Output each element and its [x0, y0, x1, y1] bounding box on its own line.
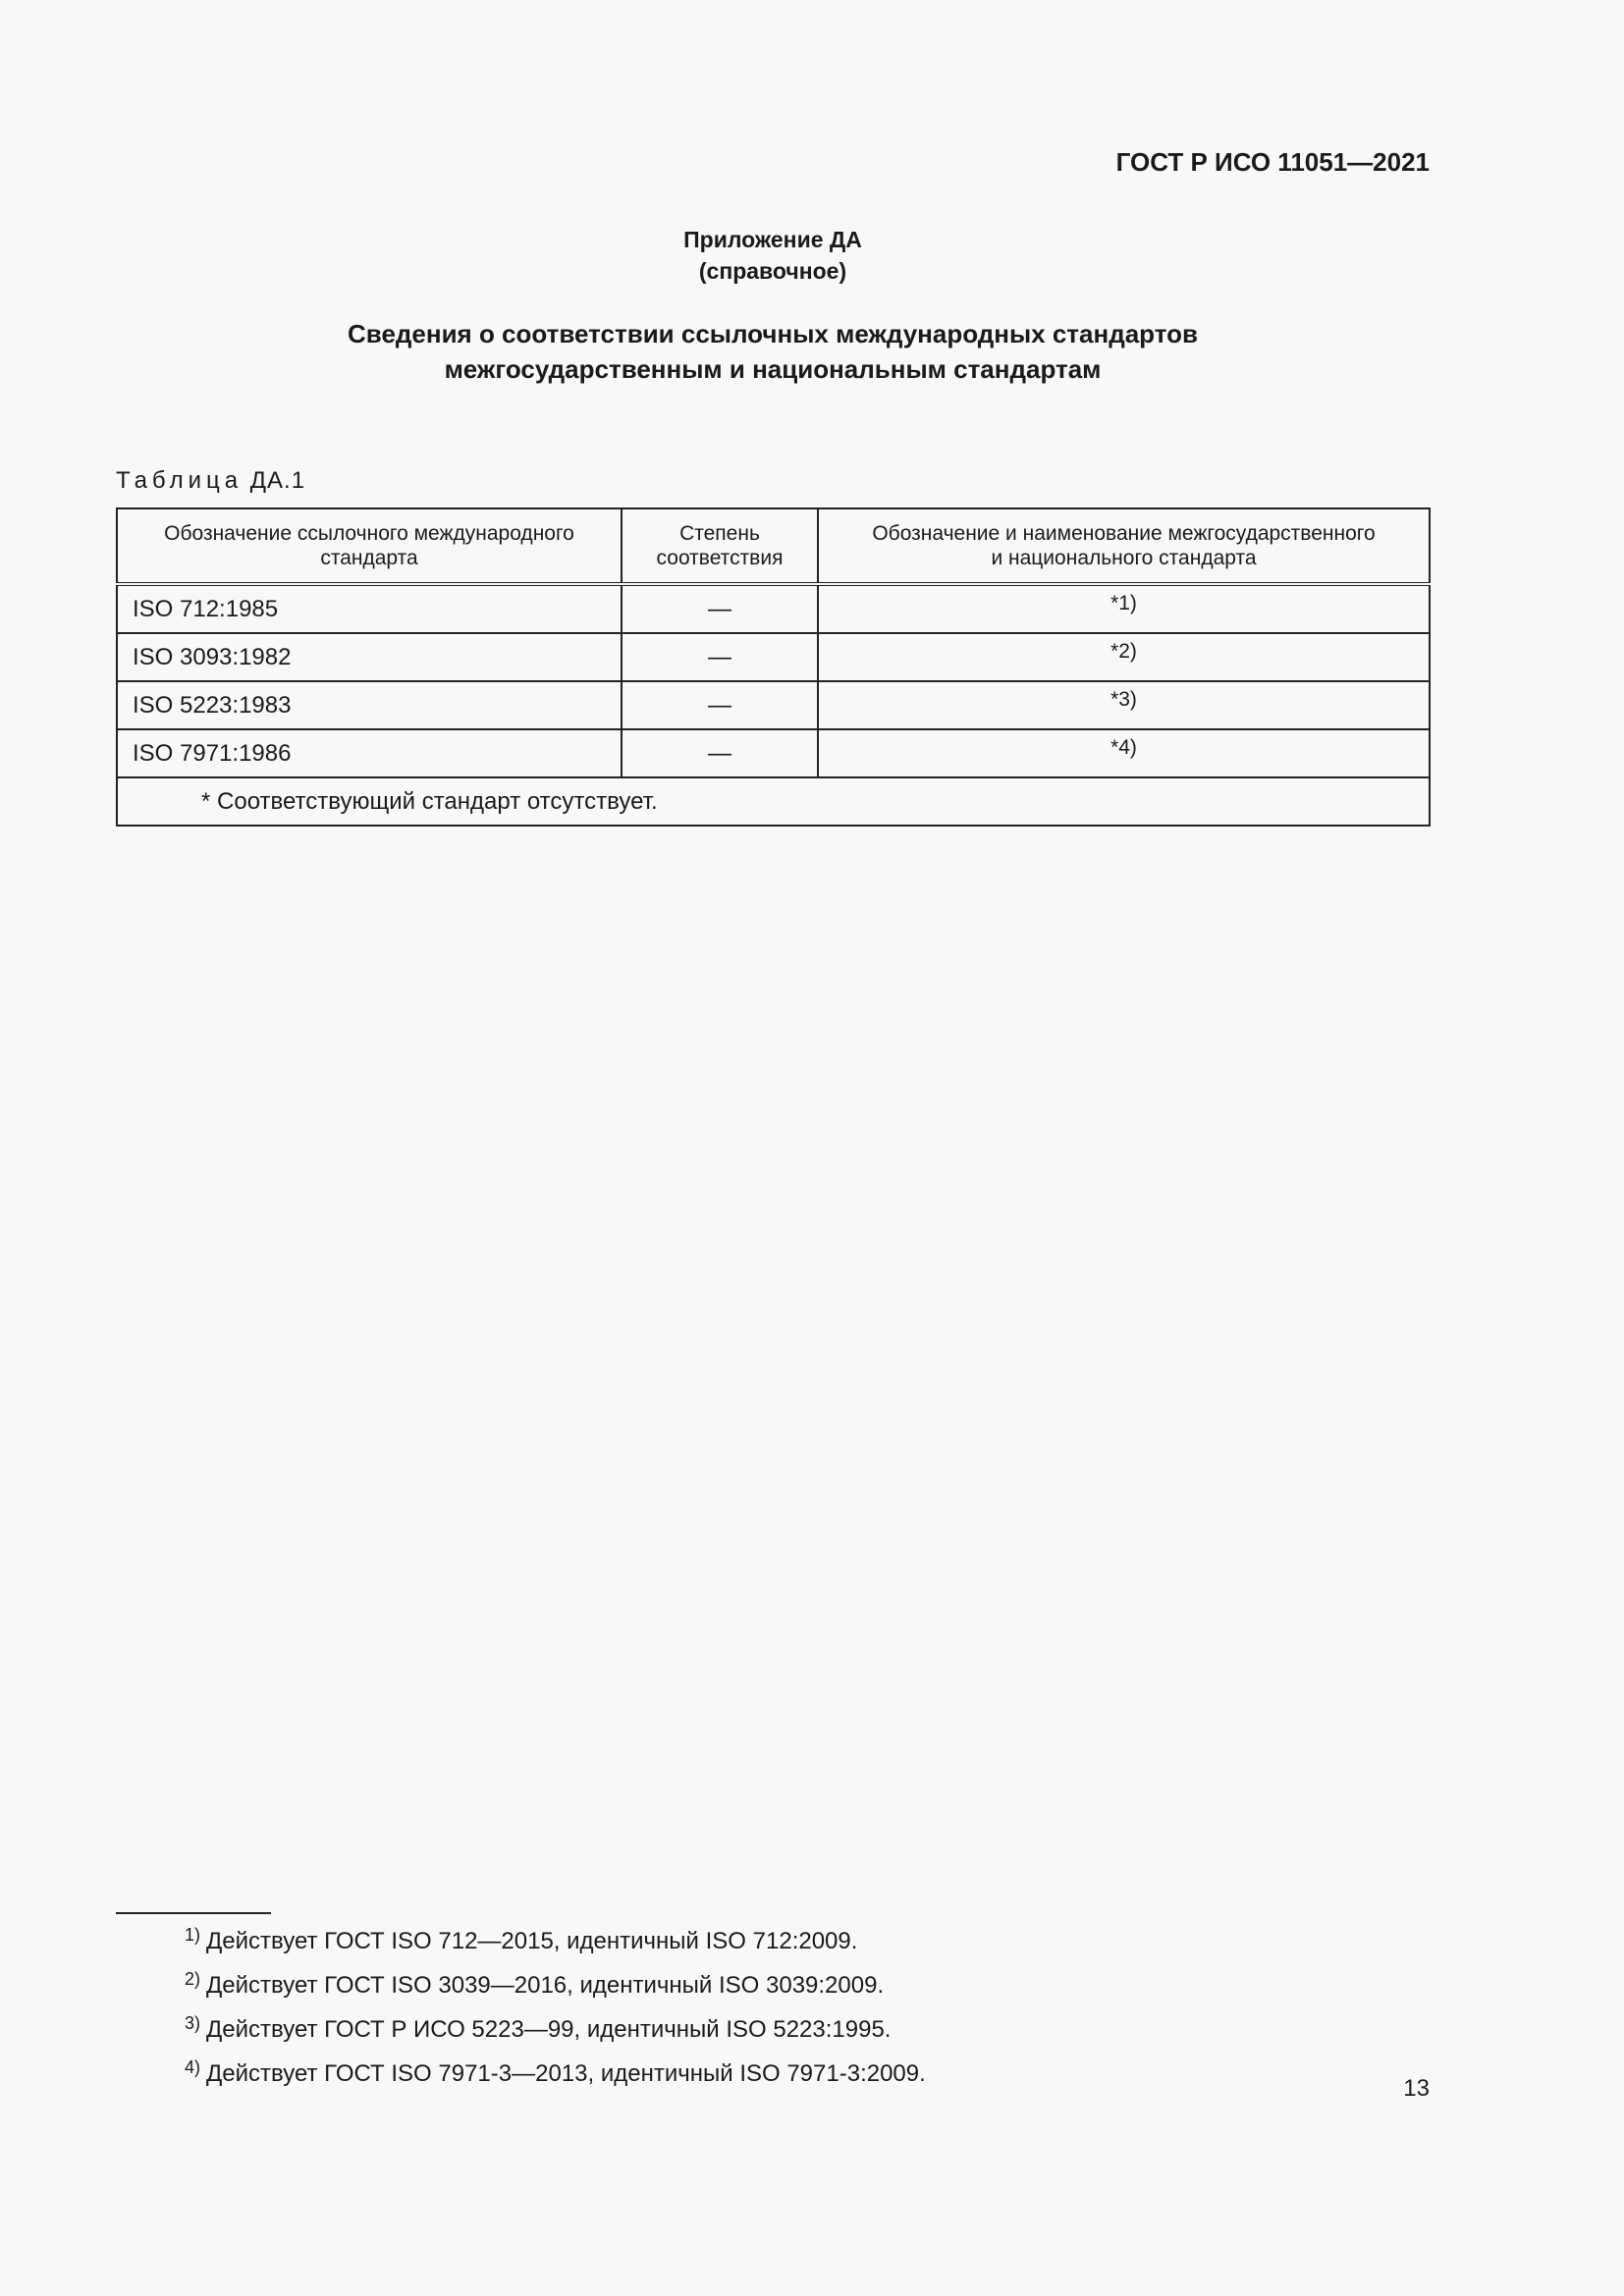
footnote-text: Действует ГОСТ ISO 3039—2016, идентичный ISO 3039:2009. — [206, 1972, 885, 1999]
cell-national — [818, 633, 1430, 681]
table-note: * Соответствующий стандарт отсутствует. — [117, 777, 1430, 826]
table-header-row — [117, 508, 1430, 584]
header-national-line-2: и национального стандарта — [991, 547, 1257, 569]
document-code: ГОСТ Р ИСО 11051—2021 — [1115, 147, 1430, 177]
footnote-mark: 2) — [185, 1969, 201, 1989]
header-designation-line-1: Обозначение ссылочного международного — [164, 522, 574, 545]
header-designation — [117, 508, 622, 584]
footnote-item — [185, 2049, 926, 2093]
table-row — [117, 681, 1430, 729]
table-row — [117, 633, 1430, 681]
footnote-ref: *2) — [1110, 639, 1137, 663]
annex-kind: (справочное) — [698, 258, 847, 284]
cell-designation: ISO 5223:1983 — [117, 681, 622, 729]
annex-title-line-1: Сведения о соответствии ссылочных международных стандартов — [348, 319, 1198, 348]
cell-national — [818, 584, 1430, 633]
correspondence-table — [116, 507, 1431, 827]
annex-title-line-2: межгосударственным и национальным стандартам — [444, 354, 1102, 384]
footnote-ref: *1) — [1110, 591, 1137, 614]
footnote-mark: 4) — [185, 2057, 201, 2077]
cell-degree: — — [622, 633, 818, 681]
footnote-item — [185, 2004, 926, 2049]
footnote-mark: 3) — [185, 2013, 201, 2033]
footnote-mark: 1) — [185, 1925, 201, 1945]
header-national — [818, 508, 1430, 584]
table-label — [116, 467, 305, 495]
header-degree-line-2: соответствия — [656, 547, 784, 569]
table-label-word: Таблица — [116, 467, 244, 494]
footnote-item — [185, 1916, 926, 1960]
footnotes — [185, 1916, 926, 2093]
footnote-text: Действует ГОСТ ISO 7971-3—2013, идентичный ISO 7971-3:2009. — [206, 2060, 926, 2087]
cell-national — [818, 729, 1430, 777]
footnote-divider — [116, 1912, 271, 1914]
footnote-text: Действует ГОСТ ISO 712—2015, идентичный ISO 712:2009. — [206, 1928, 858, 1954]
page-number: 13 — [1403, 2075, 1430, 2102]
table-label-number: ДА.1 — [249, 467, 306, 494]
annex-heading — [0, 224, 1545, 287]
cell-designation: ISO 3093:1982 — [117, 633, 622, 681]
cell-designation: ISO 712:1985 — [117, 584, 622, 633]
annex-label: Приложение ДА — [683, 227, 862, 252]
footnote-text: Действует ГОСТ Р ИСО 5223—99, идентичный ISO 5223:1995. — [206, 2016, 892, 2043]
cell-degree: — — [622, 584, 818, 633]
header-designation-line-2: стандарта — [320, 547, 418, 569]
header-national-line-1: Обозначение и наименование межгосударственного — [872, 522, 1376, 545]
table-row — [117, 729, 1430, 777]
cell-degree: — — [622, 729, 818, 777]
header-degree-line-1: Степень — [679, 522, 760, 545]
cell-national — [818, 681, 1430, 729]
table-note-row — [117, 777, 1430, 826]
cell-designation: ISO 7971:1986 — [117, 729, 622, 777]
footnote-item — [185, 1960, 926, 2004]
footnote-ref: *4) — [1110, 735, 1137, 759]
table-row — [117, 584, 1430, 633]
cell-degree: — — [622, 681, 818, 729]
header-degree — [622, 508, 818, 584]
footnote-ref: *3) — [1110, 687, 1137, 711]
annex-title — [0, 316, 1545, 387]
